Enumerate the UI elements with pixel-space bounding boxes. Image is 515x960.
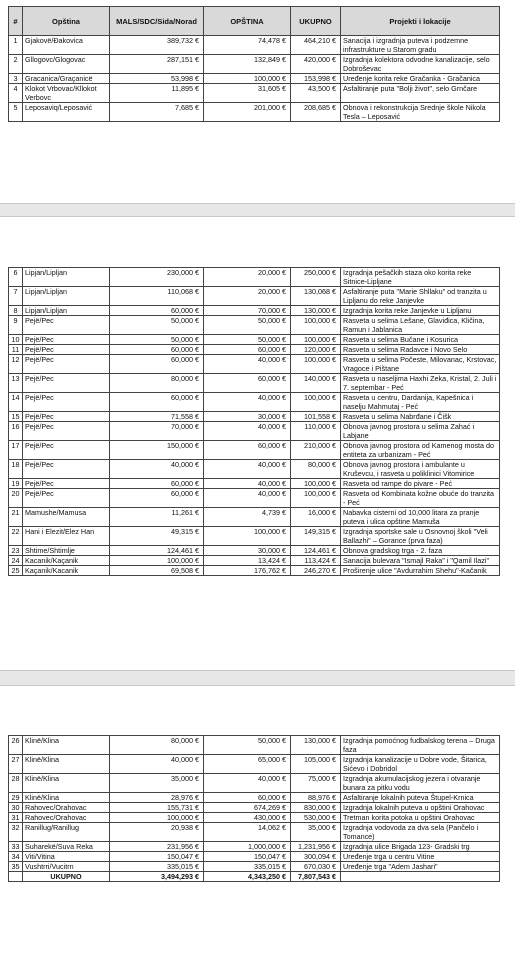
- municipality-cell: Lipjan/Lipljan: [23, 287, 110, 306]
- table-row: [9, 268, 500, 287]
- table-row: [9, 508, 500, 527]
- municipality-cell: Pejë/Pec: [23, 441, 110, 460]
- row-number: 10: [9, 335, 23, 345]
- municipality-amount-cell: 60,000 €: [204, 441, 291, 460]
- municipality-cell: Rahovec/Orahovac: [23, 803, 110, 813]
- municipality-amount-cell: 31,605 €: [204, 84, 291, 103]
- donor-amount-cell: 150,000 €: [110, 441, 204, 460]
- total-amount-cell: 100,000 €: [291, 393, 341, 412]
- table-row: [9, 316, 500, 335]
- table-row: [9, 55, 500, 74]
- project-description-cell: Izgradnja sportske sale u Osnovnoj školi "Veli Ballazhi" – Gorance (prva faza): [341, 527, 500, 546]
- row-number: 9: [9, 316, 23, 335]
- total-amount-cell: 100,000 €: [291, 316, 341, 335]
- municipality-amount-cell: 60,000 €: [204, 345, 291, 355]
- row-number: 16: [9, 422, 23, 441]
- municipality-amount-cell: 74,478 €: [204, 36, 291, 55]
- total-amount-cell: 101,558 €: [291, 412, 341, 422]
- total-amount-cell: 124,461 €: [291, 546, 341, 556]
- table-row: [9, 84, 500, 103]
- page-separator: [0, 670, 515, 686]
- municipality-cell: Pejë/Pec: [23, 479, 110, 489]
- project-description-cell: Rasveta u naseljima Haxhi Zeka, Kristal, 2. Juli i 7. septembar - Peć: [341, 374, 500, 393]
- total-amount-cell: 100,000 €: [291, 335, 341, 345]
- project-description-cell: Rasveta od Kombinata kožne obuće do tranzita - Peć: [341, 489, 500, 508]
- municipality-cell: Pejë/Pec: [23, 355, 110, 374]
- table-row: [9, 335, 500, 345]
- table-row: [9, 862, 500, 872]
- total-amount-cell: 130,000 €: [291, 736, 341, 755]
- municipality-amount-cell: 430,000 €: [204, 813, 291, 823]
- page-separator: [0, 203, 515, 217]
- donor-amount-cell: 35,000 €: [110, 774, 204, 793]
- project-description-cell: Rasveta u selima Radavce i Novo Selo: [341, 345, 500, 355]
- row-number: 32: [9, 823, 23, 842]
- total-amount-cell: 670,030 €: [291, 862, 341, 872]
- header-municipality-amount: OPŠTINA: [204, 7, 291, 36]
- table-row: [9, 374, 500, 393]
- project-description-cell: Obnova gradskog trga - 2. faza: [341, 546, 500, 556]
- municipality-amount-cell: 20,000 €: [204, 287, 291, 306]
- total-row: [9, 872, 500, 882]
- total-amount-cell: 130,000 €: [291, 306, 341, 316]
- municipality-amount-cell: 13,424 €: [204, 556, 291, 566]
- donor-amount-cell: 155,731 €: [110, 803, 204, 813]
- project-description-cell: Izgradnja korita reke Janjevke u Lipljanu: [341, 306, 500, 316]
- table-row: [9, 74, 500, 84]
- total-amount-cell: 1,231,956 €: [291, 842, 341, 852]
- donor-amount-cell: 11,895 €: [110, 84, 204, 103]
- total-amount-cell: 43,500 €: [291, 84, 341, 103]
- row-number: 25: [9, 566, 23, 576]
- project-description-cell: Izgradnja pomoćnog fudbalskog terena – Druga faza: [341, 736, 500, 755]
- total-projects-empty: [341, 872, 500, 882]
- donor-amount-cell: 50,000 €: [110, 316, 204, 335]
- project-description-cell: Proširenje ulice "Avdurrahim Shehu"-Kačanik: [341, 566, 500, 576]
- row-number: 23: [9, 546, 23, 556]
- municipality-cell: Pejë/Pec: [23, 412, 110, 422]
- project-description-cell: Izgradnja lokalnih puteva u opštini Orahovac: [341, 803, 500, 813]
- donor-amount-cell: 60,000 €: [110, 306, 204, 316]
- project-description-cell: Obnova javnog prostora u selima Zahać i Labjane: [341, 422, 500, 441]
- municipality-amount-cell: 335,015 €: [204, 862, 291, 872]
- donor-amount-cell: 150,047 €: [110, 852, 204, 862]
- table-row: [9, 287, 500, 306]
- row-number: 17: [9, 441, 23, 460]
- municipality-cell: Rahovec/Orahovac: [23, 813, 110, 823]
- table-body-page-2: [9, 268, 500, 576]
- row-number: 35: [9, 862, 23, 872]
- header-municipality: Opština: [23, 7, 110, 36]
- municipality-amount-cell: 70,000 €: [204, 306, 291, 316]
- table-row: [9, 36, 500, 55]
- donor-amount-cell: 40,000 €: [110, 460, 204, 479]
- row-number: 2: [9, 55, 23, 74]
- project-description-cell: Uređenje trga "Adem Jashari": [341, 862, 500, 872]
- municipality-amount-cell: 674,269 €: [204, 803, 291, 813]
- project-description-cell: Rasveta u centru, Dardanija, Kapešnica i naselju Mahmutaj - Peć: [341, 393, 500, 412]
- total-amount-cell: 210,000 €: [291, 441, 341, 460]
- total-empty-cell: [9, 872, 23, 882]
- donor-amount-cell: 60,000 €: [110, 489, 204, 508]
- total-amount-cell: 140,000 €: [291, 374, 341, 393]
- row-number: 6: [9, 268, 23, 287]
- table-row: [9, 306, 500, 316]
- donor-amount-cell: 50,000 €: [110, 335, 204, 345]
- total-amount-cell: 246,270 €: [291, 566, 341, 576]
- row-number: 4: [9, 84, 23, 103]
- total-amount-cell: 100,000 €: [291, 489, 341, 508]
- table-row: [9, 774, 500, 793]
- table-header-row: [9, 7, 500, 36]
- table-row: [9, 441, 500, 460]
- municipality-cell: Ranillug/Ranillug: [23, 823, 110, 842]
- total-amount-cell: 300,094 €: [291, 852, 341, 862]
- municipality-amount-cell: 176,762 €: [204, 566, 291, 576]
- donor-amount-cell: 53,998 €: [110, 74, 204, 84]
- municipality-amount-cell: 100,000 €: [204, 527, 291, 546]
- municipality-amount-cell: 60,000 €: [204, 793, 291, 803]
- total-amount-cell: 208,685 €: [291, 103, 341, 122]
- total-amount-cell: 100,000 €: [291, 355, 341, 374]
- total-label: UKUPNO: [23, 872, 110, 882]
- municipality-amount-cell: 150,047 €: [204, 852, 291, 862]
- total-donor: 3,494,293 €: [110, 872, 204, 882]
- project-description-cell: Rasveta u selima Lešane, Glaviđica, Kličina, Ramun i Jablanica: [341, 316, 500, 335]
- projects-table-page-2: [8, 267, 500, 576]
- row-number: 1: [9, 36, 23, 55]
- table-row: [9, 103, 500, 122]
- project-description-cell: Sanacija i izgradnja puteva i podzemne infrastrukture u Starom gradu: [341, 36, 500, 55]
- table-row: [9, 527, 500, 546]
- municipality-cell: Hani i Elezit/Elez Han: [23, 527, 110, 546]
- table-row: [9, 755, 500, 774]
- municipality-cell: Pejë/Pec: [23, 335, 110, 345]
- municipality-amount-cell: 40,000 €: [204, 489, 291, 508]
- municipality-cell: Kacanik/Kaçanik: [23, 556, 110, 566]
- project-description-cell: Izgradnja pešačkih staza oko korita reke Sitnice-Lipljane: [341, 268, 500, 287]
- municipality-amount-cell: 4,739 €: [204, 508, 291, 527]
- donor-amount-cell: 70,000 €: [110, 422, 204, 441]
- project-description-cell: Nabavka cisterni od 10,000 litara za pranje puteva i ulica opštine Mamuša: [341, 508, 500, 527]
- municipality-amount-cell: 20,000 €: [204, 268, 291, 287]
- donor-amount-cell: 11,261 €: [110, 508, 204, 527]
- total-sum: 7,807,543 €: [291, 872, 341, 882]
- municipality-amount-cell: 100,000 €: [204, 74, 291, 84]
- project-description-cell: Rasveta u selima Nabrđane i Čišk: [341, 412, 500, 422]
- municipality-cell: Viti/Vitina: [23, 852, 110, 862]
- table-body-page-3: [9, 736, 500, 872]
- row-number: 30: [9, 803, 23, 813]
- table-row: [9, 345, 500, 355]
- project-description-cell: Rasveta od rampe do pivare - Peć: [341, 479, 500, 489]
- municipality-amount-cell: 65,000 €: [204, 755, 291, 774]
- project-description-cell: Uređenje korita reke Gračanka - Gračanica: [341, 74, 500, 84]
- total-amount-cell: 75,000 €: [291, 774, 341, 793]
- row-number: 19: [9, 479, 23, 489]
- table-row: [9, 813, 500, 823]
- row-number: 33: [9, 842, 23, 852]
- municipality-amount-cell: 40,000 €: [204, 774, 291, 793]
- municipality-amount-cell: 1,000,000 €: [204, 842, 291, 852]
- row-number: 28: [9, 774, 23, 793]
- project-description-cell: Asfaltiranje lokalnih puteva Štupel-Krnica: [341, 793, 500, 803]
- donor-amount-cell: 80,000 €: [110, 374, 204, 393]
- document-page-1: [8, 6, 499, 122]
- row-number: 15: [9, 412, 23, 422]
- table-row: [9, 736, 500, 755]
- project-description-cell: Izgradnja vodovoda za dva sela (Pančelo i Tomance): [341, 823, 500, 842]
- municipality-cell: Pejë/Pec: [23, 316, 110, 335]
- donor-amount-cell: 230,000 €: [110, 268, 204, 287]
- donor-amount-cell: 287,151 €: [110, 55, 204, 74]
- donor-amount-cell: 71,558 €: [110, 412, 204, 422]
- projects-table-page-3: [8, 735, 500, 882]
- municipality-cell: Pejë/Pec: [23, 422, 110, 441]
- municipality-amount-cell: 14,062 €: [204, 823, 291, 842]
- total-amount-cell: 250,000 €: [291, 268, 341, 287]
- project-description-cell: Obnova javnog prostora od Kamenog mosta do entiteta za urbanizam - Peć: [341, 441, 500, 460]
- total-amount-cell: 120,000 €: [291, 345, 341, 355]
- donor-amount-cell: 100,000 €: [110, 813, 204, 823]
- total-amount-cell: 35,000 €: [291, 823, 341, 842]
- row-number: 8: [9, 306, 23, 316]
- donor-amount-cell: 60,000 €: [110, 355, 204, 374]
- table-row: [9, 823, 500, 842]
- table-body-page-1: [9, 36, 500, 122]
- municipality-cell: Lipjan/Lipljan: [23, 268, 110, 287]
- table-row: [9, 393, 500, 412]
- table-row: [9, 793, 500, 803]
- table-row: [9, 355, 500, 374]
- table-row: [9, 803, 500, 813]
- project-description-cell: Tretman korita potoka u opštini Orahovac: [341, 813, 500, 823]
- total-amount-cell: 100,000 €: [291, 479, 341, 489]
- project-description-cell: Asfaltiranje puta "Marie Shllaku" od tranzita u Lipljanu do reke Janjevke: [341, 287, 500, 306]
- municipality-amount-cell: 40,000 €: [204, 479, 291, 489]
- municipality-cell: Pejë/Pec: [23, 374, 110, 393]
- donor-amount-cell: 60,000 €: [110, 393, 204, 412]
- row-number: 27: [9, 755, 23, 774]
- total-amount-cell: 464,210 €: [291, 36, 341, 55]
- municipality-cell: Leposaviq/Leposavić: [23, 103, 110, 122]
- total-amount-cell: 530,000 €: [291, 813, 341, 823]
- municipality-amount-cell: 50,000 €: [204, 316, 291, 335]
- table-row: [9, 422, 500, 441]
- total-amount-cell: 105,000 €: [291, 755, 341, 774]
- municipality-amount-cell: 40,000 €: [204, 355, 291, 374]
- table-row: [9, 460, 500, 479]
- donor-amount-cell: 335,015 €: [110, 862, 204, 872]
- donor-amount-cell: 60,000 €: [110, 345, 204, 355]
- municipality-amount-cell: 50,000 €: [204, 335, 291, 345]
- municipality-cell: Pejë/Pec: [23, 393, 110, 412]
- municipality-cell: Klinë/Klina: [23, 774, 110, 793]
- table-row: [9, 852, 500, 862]
- donor-amount-cell: 7,685 €: [110, 103, 204, 122]
- row-number: 21: [9, 508, 23, 527]
- header-total: UKUPNO: [291, 7, 341, 36]
- municipality-amount-cell: 40,000 €: [204, 460, 291, 479]
- table-row: [9, 412, 500, 422]
- row-number: 34: [9, 852, 23, 862]
- table-row: [9, 546, 500, 556]
- row-number: 29: [9, 793, 23, 803]
- project-description-cell: Rasveta u selima Počeste, Milovanac, Krstovac, Vragoce i Pištane: [341, 355, 500, 374]
- total-municipality: 4,343,250 €: [204, 872, 291, 882]
- donor-amount-cell: 60,000 €: [110, 479, 204, 489]
- municipality-cell: Pejë/Pec: [23, 345, 110, 355]
- donor-amount-cell: 124,461 €: [110, 546, 204, 556]
- municipality-amount-cell: 50,000 €: [204, 736, 291, 755]
- donor-amount-cell: 28,976 €: [110, 793, 204, 803]
- project-description-cell: Izgradnja akumulacijskog jezera i otvaranje bunara za pitku vodu: [341, 774, 500, 793]
- donor-amount-cell: 20,938 €: [110, 823, 204, 842]
- table-row: [9, 566, 500, 576]
- total-amount-cell: 153,998 €: [291, 74, 341, 84]
- row-number: 20: [9, 489, 23, 508]
- project-description-cell: Sanacija bulevara "Ismajl Raka" i "Qamil Ilazi": [341, 556, 500, 566]
- row-number: 12: [9, 355, 23, 374]
- row-number: 7: [9, 287, 23, 306]
- donor-amount-cell: 69,508 €: [110, 566, 204, 576]
- row-number: 11: [9, 345, 23, 355]
- document-page-2: [8, 267, 499, 576]
- header-number: #: [9, 7, 23, 36]
- municipality-cell: Gjakovë/Đakovica: [23, 36, 110, 55]
- total-amount-cell: 16,000 €: [291, 508, 341, 527]
- total-amount-cell: 80,000 €: [291, 460, 341, 479]
- project-description-cell: Izgradnja ulice Brigada 123- Gradski trg: [341, 842, 500, 852]
- municipality-amount-cell: 30,000 €: [204, 412, 291, 422]
- municipality-cell: Klinë/Klina: [23, 736, 110, 755]
- row-number: 22: [9, 527, 23, 546]
- total-amount-cell: 113,424 €: [291, 556, 341, 566]
- row-number: 13: [9, 374, 23, 393]
- row-number: 26: [9, 736, 23, 755]
- project-description-cell: Asfaltiranje puta "Bolji život", selo Grnčare: [341, 84, 500, 103]
- total-amount-cell: 149,315 €: [291, 527, 341, 546]
- municipality-cell: Gllogovc/Glogovac: [23, 55, 110, 74]
- project-description-cell: Obnova javnog prostora i ambulante u Kruševcu, i rasveta u poliklinici Vitomirice: [341, 460, 500, 479]
- municipality-amount-cell: 60,000 €: [204, 374, 291, 393]
- table-row: [9, 489, 500, 508]
- row-number: 5: [9, 103, 23, 122]
- donor-amount-cell: 100,000 €: [110, 556, 204, 566]
- table-row: [9, 479, 500, 489]
- row-number: 31: [9, 813, 23, 823]
- donor-amount-cell: 40,000 €: [110, 755, 204, 774]
- project-description-cell: Izgradnja kolektora odvodne kanalizacije, selo Dobroševac: [341, 55, 500, 74]
- municipality-amount-cell: 30,000 €: [204, 546, 291, 556]
- total-amount-cell: 110,000 €: [291, 422, 341, 441]
- municipality-amount-cell: 40,000 €: [204, 393, 291, 412]
- project-description-cell: Obnova i rekonstrukcija Srednje škole Nikola Tesla – Leposavić: [341, 103, 500, 122]
- municipality-cell: Kaçanik/Kacanik: [23, 566, 110, 576]
- municipality-cell: Mamushe/Mamusa: [23, 508, 110, 527]
- donor-amount-cell: 49,315 €: [110, 527, 204, 546]
- total-amount-cell: 88,976 €: [291, 793, 341, 803]
- project-description-cell: Uređenje trga u centru Vitine: [341, 852, 500, 862]
- municipality-cell: Lipjan/Lipljan: [23, 306, 110, 316]
- municipality-cell: Klinë/Klina: [23, 793, 110, 803]
- header-projects: Projekti i lokacije: [341, 7, 500, 36]
- projects-table-page-1: [8, 6, 500, 122]
- row-number: 18: [9, 460, 23, 479]
- municipality-amount-cell: 132,849 €: [204, 55, 291, 74]
- total-amount-cell: 130,068 €: [291, 287, 341, 306]
- project-description-cell: Rasveta u selima Bučane i Kosurica: [341, 335, 500, 345]
- total-amount-cell: 830,000 €: [291, 803, 341, 813]
- municipality-cell: Shtime/Shtimlje: [23, 546, 110, 556]
- document-page-3: [8, 735, 499, 882]
- donor-amount-cell: 389,732 €: [110, 36, 204, 55]
- table-row: [9, 842, 500, 852]
- donor-amount-cell: 231,956 €: [110, 842, 204, 852]
- donor-amount-cell: 80,000 €: [110, 736, 204, 755]
- total-amount-cell: 420,000 €: [291, 55, 341, 74]
- municipality-amount-cell: 40,000 €: [204, 422, 291, 441]
- municipality-cell: Gracanica/Graçanicë: [23, 74, 110, 84]
- donor-amount-cell: 110,068 €: [110, 287, 204, 306]
- header-donor-amount: MALS/SDC/Sida/Norad: [110, 7, 204, 36]
- municipality-cell: Vushtrri/Vucitrn: [23, 862, 110, 872]
- project-description-cell: Izgradnja kanalizacije u Dobre vode, Šitarica, Sićevo i Dobridol: [341, 755, 500, 774]
- row-number: 3: [9, 74, 23, 84]
- municipality-cell: Klinë/Klina: [23, 755, 110, 774]
- municipality-cell: Pejë/Pec: [23, 460, 110, 479]
- table-row: [9, 556, 500, 566]
- municipality-cell: Pejë/Pec: [23, 489, 110, 508]
- row-number: 24: [9, 556, 23, 566]
- municipality-amount-cell: 201,000 €: [204, 103, 291, 122]
- municipality-cell: Klokot Vrbovac/Kllokot Verbovc: [23, 84, 110, 103]
- row-number: 14: [9, 393, 23, 412]
- municipality-cell: Suharekë/Suva Reka: [23, 842, 110, 852]
